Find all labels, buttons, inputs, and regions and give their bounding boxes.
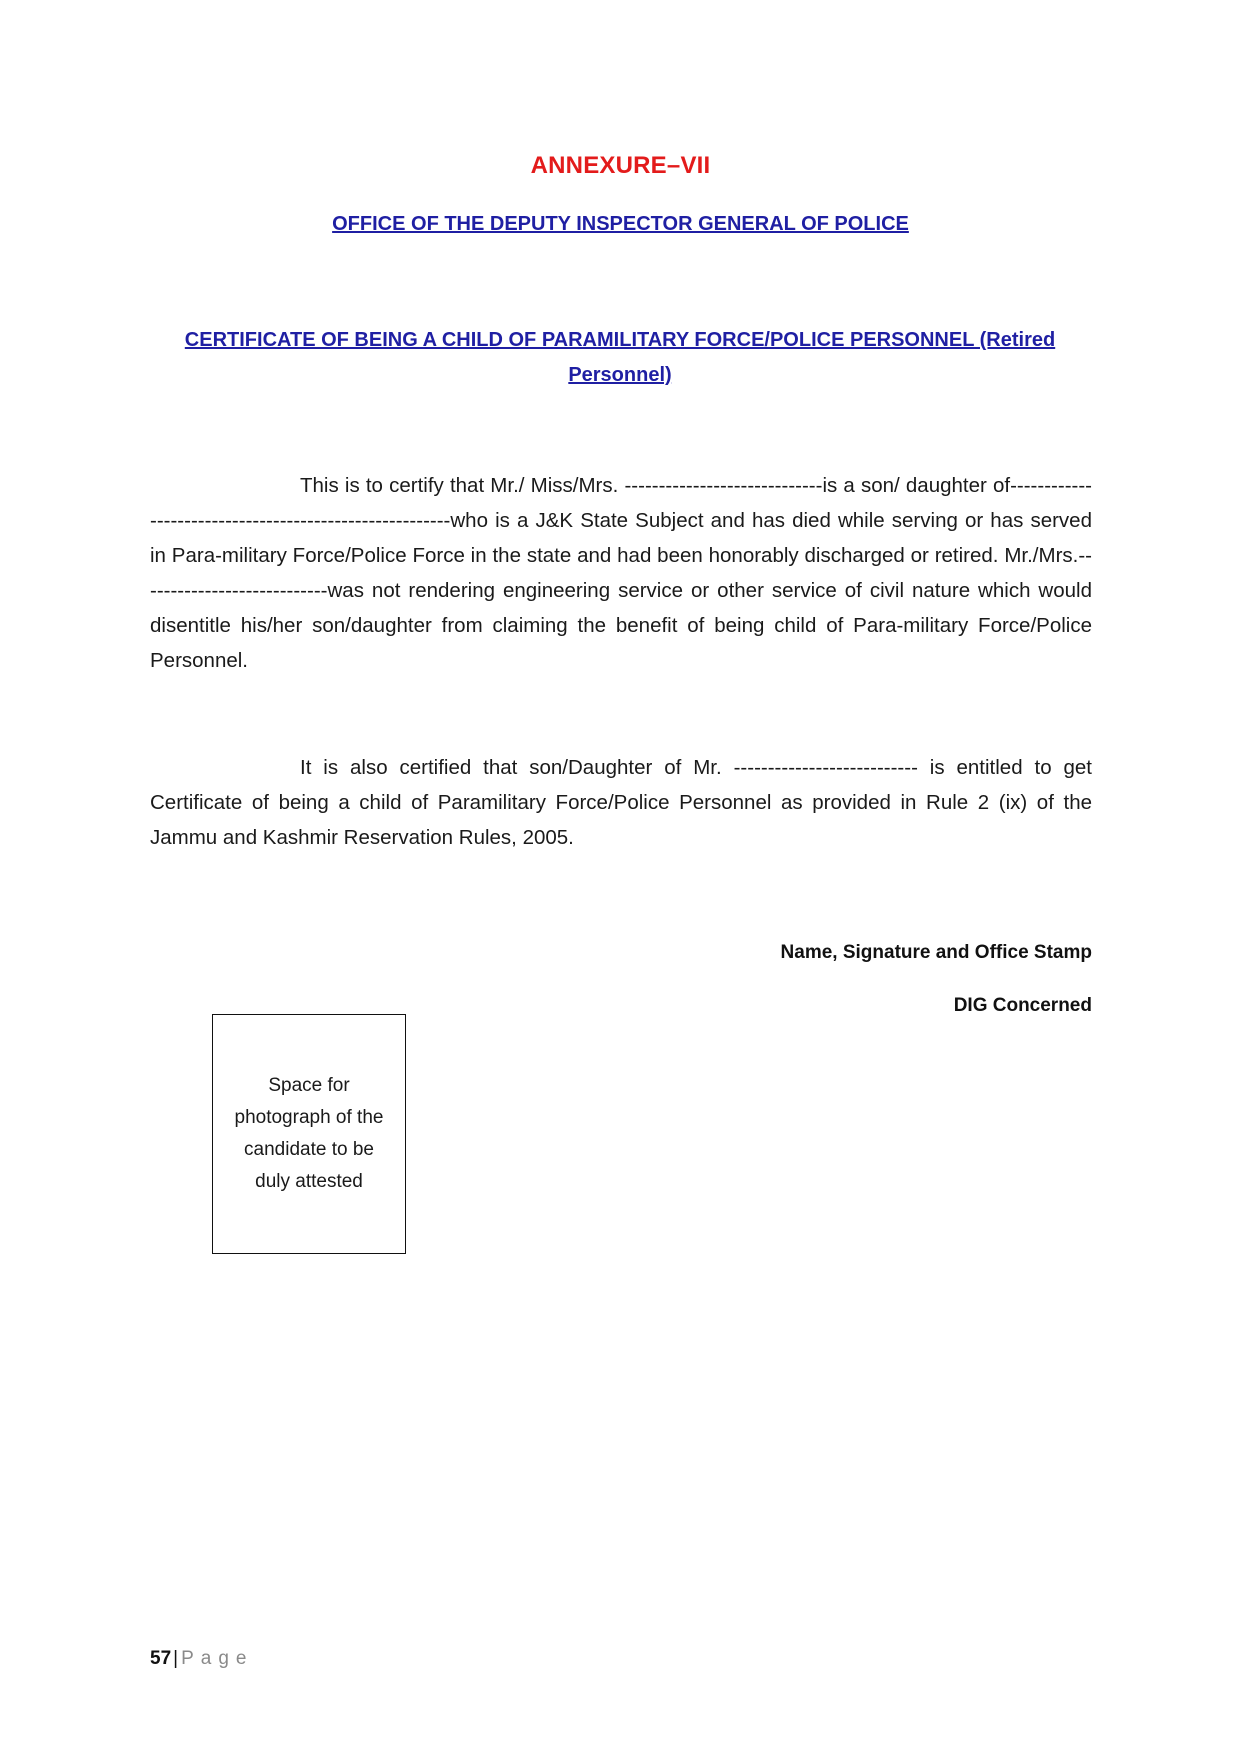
dig-label: DIG Concerned xyxy=(953,995,1092,1016)
page-word: Page xyxy=(181,1648,254,1669)
signature-label: Name, Signature and Office Stamp xyxy=(780,942,1092,963)
photo-placeholder-text: Space for photograph of the candidate to be duly attested xyxy=(234,1075,384,1192)
paragraph-2-text: It is also certified that son/Daughter of Mr. --------------------------- is entitled to get Certificate of being a child of Paramilitary Force/Police Personnel as provided in Rule 2 (ix) of the Jammu and Kashmir Reservation Rules, 2005. xyxy=(150,756,1092,849)
annexure-title: ANNEXURE–VII xyxy=(530,152,711,179)
page-number: 57 xyxy=(150,1648,172,1669)
photo-placeholder-box xyxy=(212,1014,406,1254)
certificate-paragraph-1 xyxy=(150,468,1092,678)
certificate-paragraph-2 xyxy=(150,750,1092,855)
paragraph-1-text: This is to certify that Mr./ Miss/Mrs. -----------------------------is a son/ daughter of--------------------------------------------------------who is a J&K State Subject and has died while serving or has served in Para-military Force/Police Force in the state and had been honorably discharged or retired. Mr./Mrs.----------------------------was not rendering engineering service or other service of civil nature which would disentitle his/her son/daughter from claiming the benefit of being child of Para-military Force/Police Personnel. xyxy=(150,474,1092,672)
page-footer xyxy=(150,1648,253,1670)
certificate-heading: CERTIFICATE OF BEING A CHILD OF PARAMILITARY FORCE/POLICE PERSONNEL (Retired Personnel) xyxy=(184,329,1056,386)
page-separator: | xyxy=(173,1648,179,1669)
office-heading: OFFICE OF THE DEPUTY INSPECTOR GENERAL OF POLICE xyxy=(332,213,909,235)
